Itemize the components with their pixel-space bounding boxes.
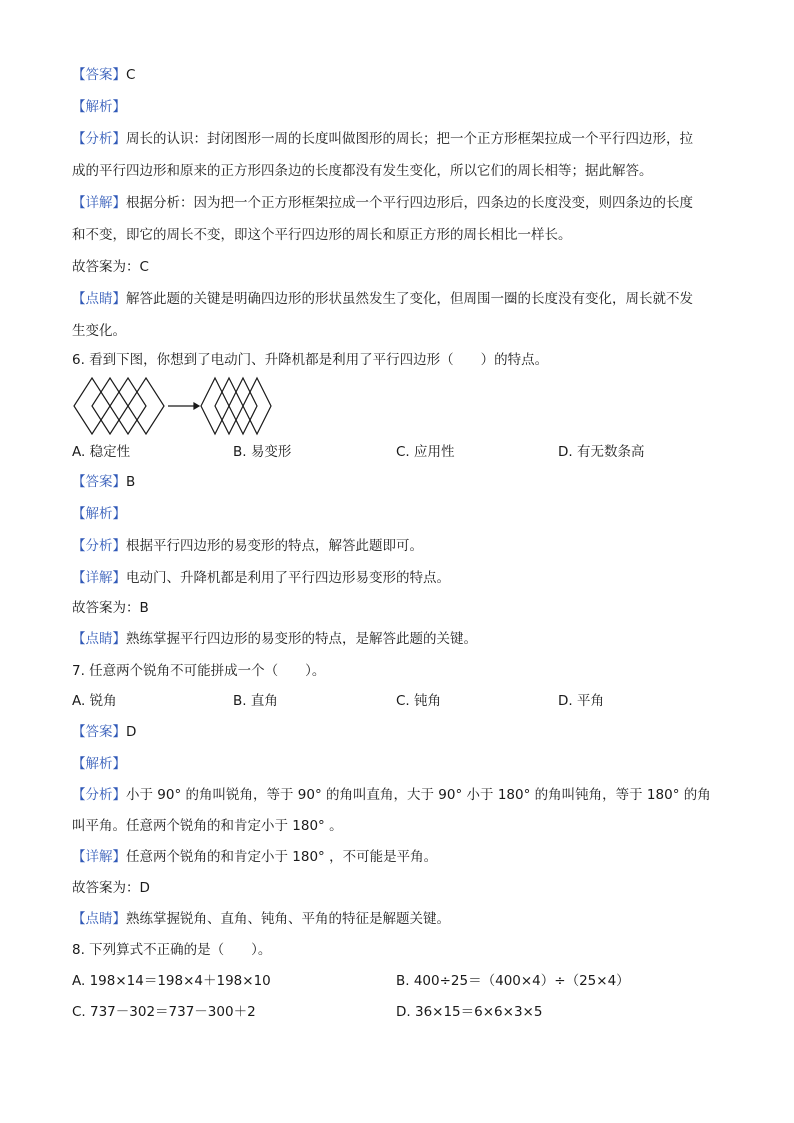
parallelogram-figure [72, 376, 288, 438]
q8-option-c[interactable]: C. 737－302＝737－300＋2 [72, 1004, 256, 1020]
q7-answer-line: 【答案】D [72, 724, 137, 740]
q7-option-a[interactable]: A. 锐角 [72, 693, 117, 709]
q6-xiangjie: 【详解】电动门、升降机都是利用了平行四边形易变形的特点。 [72, 570, 450, 586]
q8-option-d[interactable]: D. 36×15＝6×6×3×5 [396, 1004, 543, 1020]
q6-final-answer: 故答案为：B [72, 600, 149, 616]
q5-final-answer: 故答案为：C [72, 259, 149, 275]
arrow-head-icon [194, 403, 199, 409]
q8-option-a[interactable]: A. 198×14＝198×4＋198×10 [72, 973, 271, 989]
q7-option-b[interactable]: B. 直角 [233, 693, 278, 709]
q8-option-b[interactable]: B. 400÷25＝（400×4）÷（25×4） [396, 973, 630, 989]
q6-answer-line: 【答案】B [72, 474, 136, 490]
q6-analysis-heading: 【解析】 [72, 506, 126, 522]
q7-analysis-heading: 【解析】 [72, 756, 126, 772]
q6-dianjing: 【点睛】熟练掌握平行四边形的易变形的特点，是解答此题的关键。 [72, 631, 477, 647]
q6-question: 6. 看到下图，你想到了电动门、升降机都是利用了平行四边形（ ）的特点。 [72, 352, 549, 368]
q7-fenxi-line1: 【分析】小于 90° 的角叫锐角，等于 90° 的角叫直角，大于 90° 小于 180° 的角叫钝角，等于 180° 的角 [72, 787, 711, 803]
q8-question: 8. 下列算式不正确的是（ ）。 [72, 942, 272, 958]
q5-fenxi-line1: 【分析】周长的认识：封闭图形一周的长度叫做图形的周长；把一个正方形框架拉成一个平行四边形，拉 [72, 131, 693, 147]
q5-answer-line [72, 66, 732, 84]
q7-final-answer: 故答案为：D [72, 880, 150, 896]
q7-option-c[interactable]: C. 钝角 [396, 693, 442, 709]
q6-option-d[interactable]: D. 有无数条高 [558, 444, 645, 460]
q6-option-a[interactable]: A. 稳定性 [72, 444, 131, 460]
q5-fenxi-line2: 成的平行四边形和原来的正方形四条边的长度都没有发生变化，所以它们的周长相等；据此解答。 [72, 163, 653, 179]
q7-question: 7. 任意两个锐角不可能拼成一个（ ）。 [72, 663, 326, 679]
q6-fenxi: 【分析】根据平行四边形的易变形的特点，解答此题即可。 [72, 538, 423, 554]
q5-analysis-heading: 【解析】 [72, 99, 126, 115]
q5-xiangjie-line1: 【详解】根据分析：因为把一个正方形框架拉成一个平行四边形后，四条边的长度没变，则四条边的长度 [72, 195, 693, 211]
q7-option-d[interactable]: D. 平角 [558, 693, 604, 709]
q6-option-c[interactable]: C. 应用性 [396, 444, 455, 460]
q7-xiangjie: 【详解】任意两个锐角的和肯定小于 180° ，不可能是平角。 [72, 849, 438, 865]
q7-dianjing: 【点睛】熟练掌握锐角、直角、钝角、平角的特征是解题关键。 [72, 911, 450, 927]
q5-dianjing-line1: 【点睛】解答此题的关键是明确四边形的形状虽然发生了变化，但周围一圈的长度没有变化，周长就不发 [72, 291, 693, 307]
q6-option-b[interactable]: B. 易变形 [233, 444, 292, 460]
answer-value: C [126, 67, 136, 83]
q7-fenxi-line2: 叫平角。任意两个锐角的和肯定小于 180° 。 [72, 818, 343, 834]
q5-xiangjie-line2: 和不变，即它的周长不变，即这个平行四边形的周长和原正方形的周长相比一样长。 [72, 227, 572, 243]
q5-dianjing-line2: 生变化。 [72, 323, 126, 339]
answer-tag: 【答案】 [72, 67, 126, 83]
